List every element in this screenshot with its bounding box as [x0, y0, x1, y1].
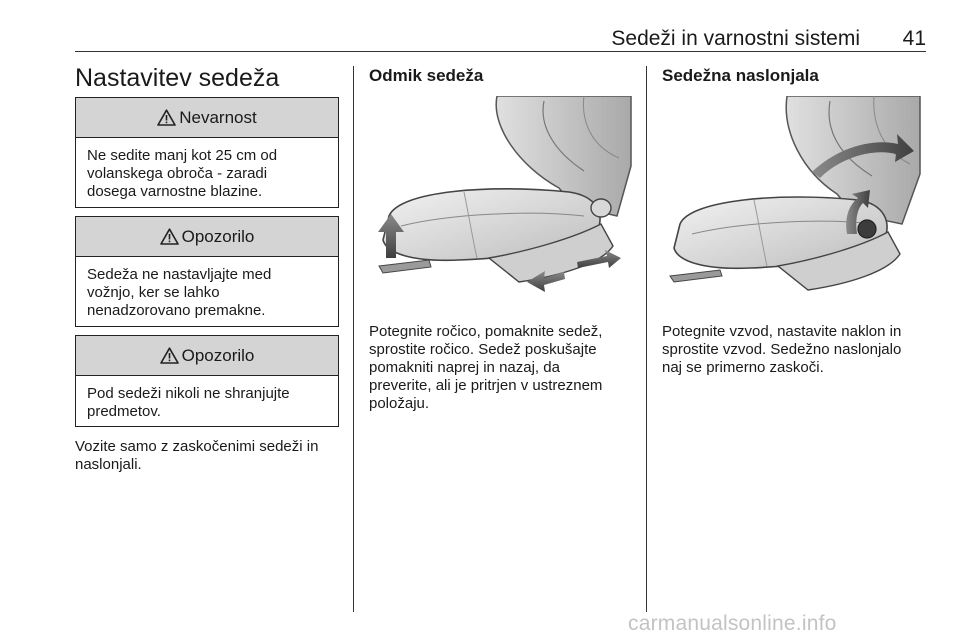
notice-line: Sedeža ne nastavljajte med — [87, 266, 272, 283]
paragraph-line: Potegnite vzvod, nastavite naklon in — [662, 323, 902, 340]
paragraph-line: Vozite samo z zaskočenimi sedeži in — [75, 438, 319, 455]
paragraph-line: preverite, ali je pritrjen v ustreznem — [369, 377, 603, 394]
body-paragraph — [662, 323, 901, 377]
warning-notice — [75, 216, 339, 327]
warning-notice-header — [76, 217, 338, 257]
paragraph-line: sprostite ročico. Sedež poskušajte — [369, 341, 597, 358]
danger-notice-header — [76, 98, 338, 138]
warning-notice-body — [76, 376, 338, 430]
seat-fore-aft-adjustment-illustration — [369, 96, 633, 308]
paragraph-line: naslonjali. — [75, 456, 142, 473]
danger-notice-heading: Nevarnost — [179, 107, 257, 127]
paragraph-line: sprostite vzvod. Sedežno naslonjalo — [662, 341, 902, 358]
paragraph-line: Potegnite ročico, pomaknite sedež, — [369, 323, 603, 340]
column-divider — [646, 66, 647, 612]
warning-notice — [75, 335, 339, 427]
warning-notice-header — [76, 336, 338, 376]
section-title: Nastavitev sedeža — [75, 64, 280, 92]
notice-line: nenadzorovano premakne. — [87, 302, 266, 319]
danger-notice — [75, 97, 339, 208]
notice-line: predmetov. — [87, 403, 161, 420]
paragraph-line: položaju. — [369, 395, 430, 412]
paragraph-line: naj se primerno zaskoči. — [662, 359, 824, 376]
running-header-title: Sedeži in varnostni sistemi — [611, 27, 860, 50]
warning-notice-body — [76, 257, 338, 329]
subsection-title: Sedežna naslonjala — [662, 66, 819, 85]
paragraph-line: pomakniti naprej in nazaj, da — [369, 359, 560, 376]
warning-notice-heading: Opozorilo — [181, 226, 255, 246]
page-number: 41 — [902, 27, 926, 50]
notice-line: Ne sedite manj kot 25 cm od — [87, 147, 278, 164]
watermark: carmanualsonline.info — [628, 612, 837, 635]
warning-triangle-icon — [157, 109, 176, 126]
seat-backrest-adjustment-illustration — [662, 96, 926, 308]
body-paragraph — [75, 438, 318, 474]
notice-line: dosega varnostne blazine. — [87, 183, 263, 200]
warning-notice-heading: Opozorilo — [181, 345, 255, 365]
warning-triangle-icon — [160, 347, 179, 364]
subsection-title: Odmik sedeža — [369, 66, 484, 85]
danger-notice-body — [76, 138, 338, 210]
body-paragraph — [369, 323, 602, 413]
notice-line: Pod sedeži nikoli ne shranjujte — [87, 385, 290, 402]
header-divider — [75, 51, 926, 52]
column-divider — [353, 66, 354, 612]
notice-line: volanskega obroča - zaradi — [87, 165, 268, 182]
notice-line: vožnjo, ker se lahko — [87, 284, 220, 301]
warning-triangle-icon — [160, 228, 179, 245]
